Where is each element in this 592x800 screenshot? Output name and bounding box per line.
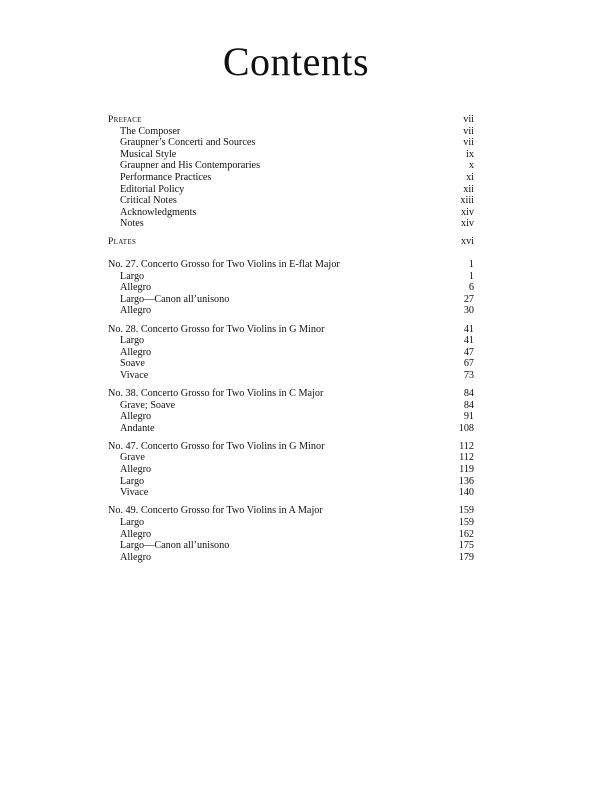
toc-movement[interactable] [108,294,474,306]
toc-entry-label: Notes [120,218,144,230]
toc-movement[interactable] [108,487,474,499]
toc-page-number: 159 [458,505,474,517]
toc-page-number: 47 [463,346,474,358]
page-title: Contents [222,39,370,84]
toc-entry-label: Editorial Policy [120,183,185,195]
toc-movement-label: Grave [120,452,145,464]
toc-movement[interactable] [108,305,474,317]
toc-movement[interactable] [108,476,474,488]
toc-page-number: xiv [460,218,474,230]
toc-page-number: xii [463,183,474,195]
toc-section-preface[interactable] [108,114,474,126]
toc-page-number: 84 [463,387,474,399]
toc-movement[interactable] [108,411,474,423]
toc-movement-label: Largo [120,335,145,347]
toc-movement[interactable] [108,464,474,476]
toc-movement-label: Largo [120,270,145,282]
toc-entry[interactable] [108,172,474,184]
toc-movement[interactable] [108,529,474,541]
toc-page-number: 73 [463,369,474,381]
toc-section-label: Plates [108,236,137,248]
toc-movement-label: Largo [120,516,145,528]
toc-movement[interactable] [108,282,474,294]
toc-movement-label: Soave [120,358,145,370]
toc-page-number: 84 [463,399,474,411]
toc-movement-label: Largo [120,475,145,487]
toc-page-number: xvi [460,236,474,248]
toc-page-number: 108 [458,422,474,434]
toc-page-number: vii [463,114,474,125]
toc-movement[interactable] [108,517,474,529]
toc-movement[interactable] [108,423,474,435]
toc-work-title: No. 49. Concerto Grosso for Two Violins in A Major [108,505,323,517]
toc-movement[interactable] [108,552,474,564]
toc-movement-label: Allegro [120,305,152,317]
toc-movement-label: Largo—Canon all’unisono [120,293,230,305]
table-of-contents [108,114,474,563]
toc-entry[interactable] [108,137,474,149]
toc-movement-label: Allegro [120,464,152,476]
toc-entry[interactable] [108,195,474,207]
toc-entry[interactable] [108,184,474,196]
toc-page-number: 140 [458,487,474,499]
toc-page-number: vii [463,125,474,137]
toc-entry-label: Acknowledgments [120,206,197,218]
toc-page-number: 112 [459,440,474,452]
toc-movement-label: Grave; Soave [120,399,176,411]
toc-page-number: 112 [459,452,474,464]
toc-page-number: 41 [463,323,474,335]
toc-work[interactable] [108,441,474,453]
toc-movement-label: Allegro [120,282,152,294]
toc-movement-label: Allegro [120,411,152,423]
toc-movement[interactable] [108,452,474,464]
toc-work[interactable] [108,505,474,517]
toc-entry-label: Performance Practices [120,171,212,183]
toc-page-number: 91 [463,411,474,423]
toc-movement[interactable] [108,400,474,412]
toc-movement[interactable] [108,347,474,359]
toc-page-number: 179 [458,551,474,563]
toc-page-number: xiii [460,195,474,207]
toc-page-number: 162 [458,528,474,540]
toc-page-number: 119 [459,464,474,476]
toc-work-title: No. 27. Concerto Grosso for Two Violins in E-flat Major [108,259,340,271]
toc-movement[interactable] [108,335,474,347]
toc-page-number: 1 [468,259,474,271]
toc-entry-label: Graupner and His Contemporaries [120,160,261,172]
toc-movement-label: Allegro [120,551,152,563]
toc-entry-label: Critical Notes [120,195,177,207]
toc-entry-label: Graupner’s Concerti and Sources [120,137,256,149]
toc-work[interactable] [108,388,474,400]
toc-movement-label: Allegro [120,528,152,540]
toc-movement-label: Largo—Canon all’unisono [120,540,230,552]
toc-page-number: vii [463,137,474,149]
toc-entry[interactable] [108,218,474,230]
toc-section-label: Preface [108,114,142,125]
toc-movement[interactable] [108,370,474,382]
toc-entry-label: Musical Style [120,148,177,160]
toc-entry[interactable] [108,149,474,161]
toc-page-number: 27 [463,293,474,305]
toc-page-number: 67 [463,358,474,370]
toc-page-number: 41 [463,335,474,347]
toc-page-number: xiv [460,206,474,218]
toc-page-number: 159 [458,516,474,528]
toc-work-title: No. 28. Concerto Grosso for Two Violins in G Minor [108,323,325,335]
toc-page-number: xi [466,171,474,183]
toc-movement-label: Vivace [120,487,149,499]
toc-page-number: ix [466,148,474,160]
toc-work[interactable] [108,259,474,271]
toc-movement[interactable] [108,271,474,283]
toc-work-title: No. 47. Concerto Grosso for Two Violins in G Minor [108,440,325,452]
toc-entry-label: The Composer [120,125,181,137]
toc-page-number: 136 [458,475,474,487]
toc-entry[interactable] [108,126,474,138]
toc-section-plates[interactable] [108,236,474,248]
toc-movement-label: Vivace [120,369,149,381]
toc-work-title: No. 38. Concerto Grosso for Two Violins in C Major [108,387,324,399]
toc-movement[interactable] [108,358,474,370]
toc-movement-label: Andante [120,422,155,434]
toc-page-number: 1 [468,270,474,282]
toc-entry[interactable] [108,207,474,219]
toc-movement-label: Allegro [120,346,152,358]
toc-entry[interactable] [108,160,474,172]
toc-page-number: x [468,160,474,172]
toc-page-number: 6 [468,282,474,294]
toc-work[interactable] [108,324,474,336]
toc-page-number: 175 [458,540,474,552]
toc-movement[interactable] [108,540,474,552]
toc-page-number: 30 [463,305,474,317]
